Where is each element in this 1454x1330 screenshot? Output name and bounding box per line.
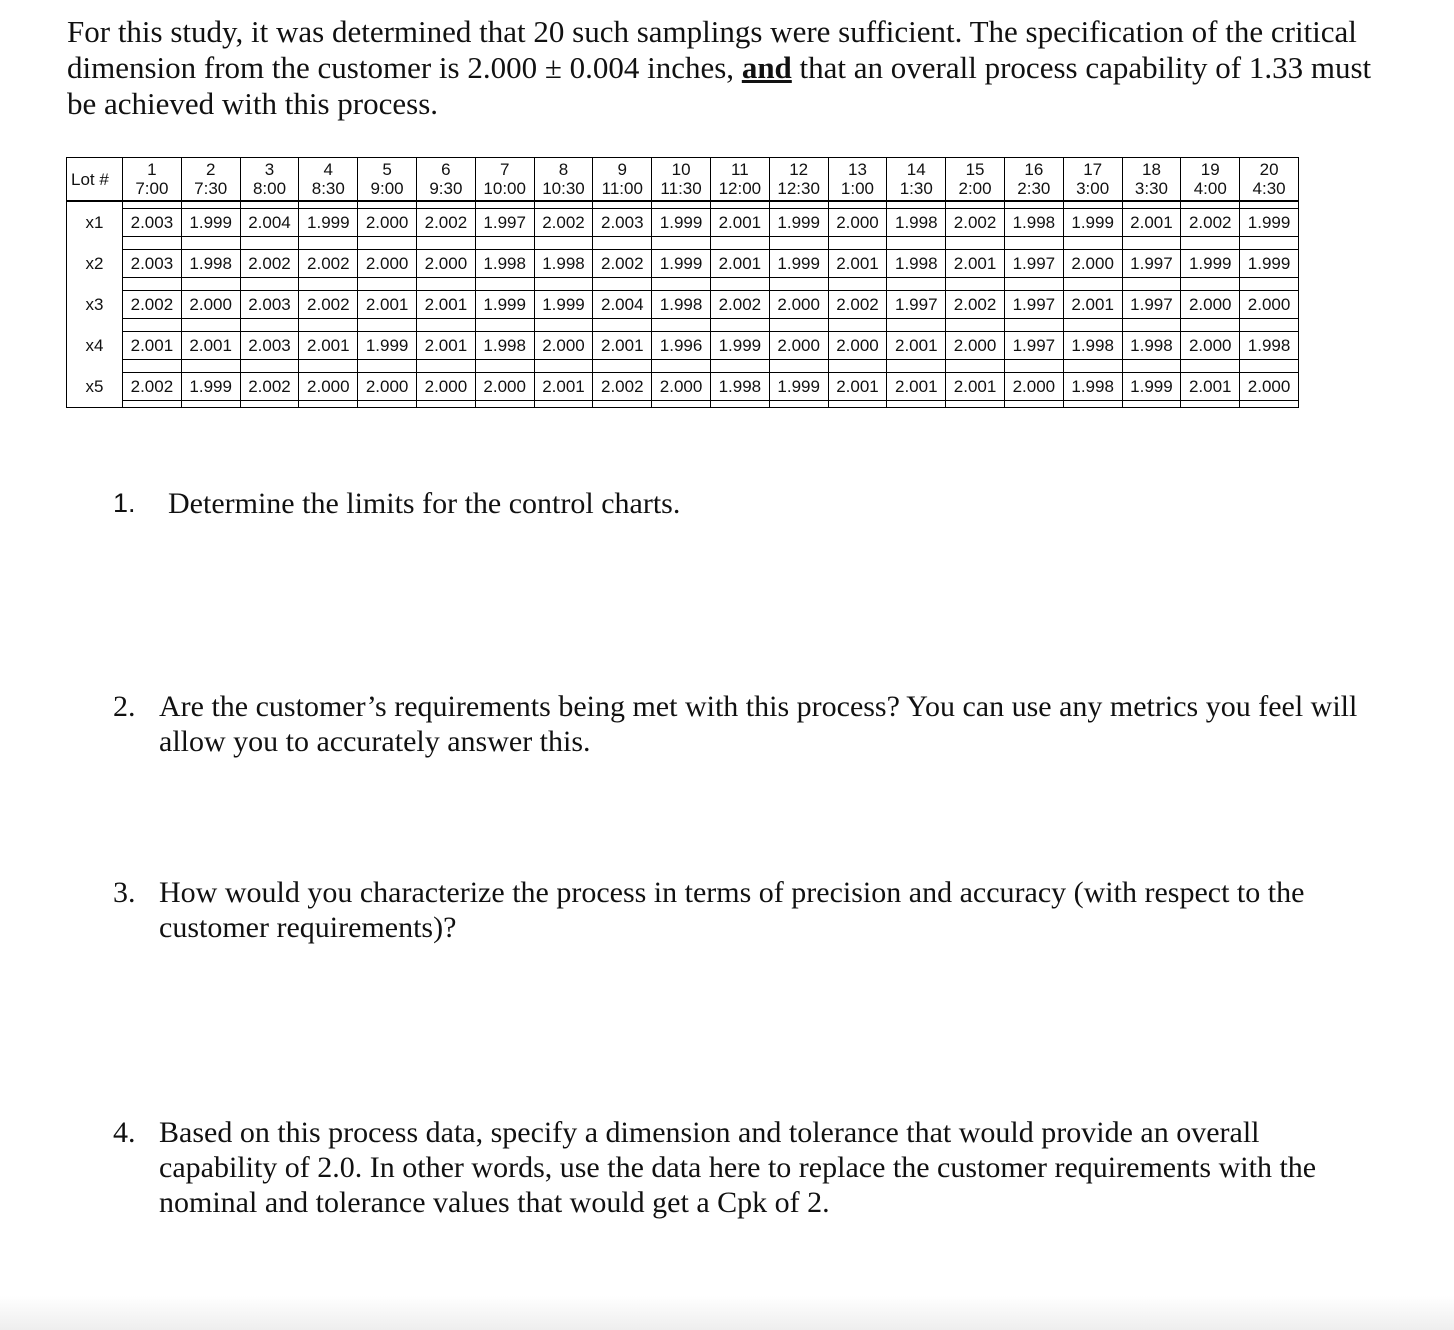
measurement-value: 2.001: [417, 290, 475, 319]
measurement-cell: [828, 284, 887, 325]
measurement-value: 2.003: [123, 208, 181, 237]
measurement-cell: [1181, 201, 1240, 243]
measurement-value: 1.999: [182, 208, 240, 237]
measurement-value: 1.998: [182, 249, 240, 278]
measurement-cell: [1004, 284, 1063, 325]
lot-time: 1:00: [840, 179, 874, 198]
measurement-value: 1.997: [1123, 290, 1181, 319]
measurement-cell: [1122, 201, 1181, 243]
measurement-cell: [475, 325, 534, 366]
measurement-value: 1.999: [652, 249, 710, 278]
lot-time: 7:30: [194, 179, 228, 198]
lot-time: 9:00: [370, 179, 404, 198]
intro-text-part1: For this study, it was determined that 20 such samplings were sufficient. The specification of the critical dimension from the customer is 2.000 ± 0.004 inches,: [67, 14, 1357, 85]
measurement-value: 2.001: [946, 372, 1004, 401]
measurement-value: 1.998: [1064, 331, 1122, 360]
measurement-value: 2.001: [1181, 372, 1239, 401]
table-row: [67, 366, 1299, 408]
measurement-cell: [534, 243, 593, 284]
measurement-cell: [1181, 366, 1240, 408]
measurement-value: 2.000: [358, 208, 416, 237]
measurement-cell: [534, 366, 593, 408]
lot-number: 2: [205, 160, 216, 179]
lot-column-header: [299, 158, 358, 202]
lot-number: 6: [441, 160, 451, 179]
measurement-value: 2.001: [535, 372, 593, 401]
measurement-value: 2.000: [770, 290, 828, 319]
measurement-value: 2.003: [123, 249, 181, 278]
measurement-value: 2.000: [770, 331, 828, 360]
measurement-value: 2.001: [123, 331, 181, 360]
measurement-cell: [534, 201, 593, 243]
lot-number: 9: [617, 160, 627, 179]
measurement-cell: [1181, 284, 1240, 325]
measurement-cell: [1063, 243, 1122, 284]
lot-number: 20: [1259, 160, 1279, 179]
measurement-value: 1.999: [711, 331, 769, 360]
measurement-value: 2.003: [241, 290, 299, 319]
measurement-value: 2.002: [1181, 208, 1239, 237]
page-bottom-shade: [0, 1296, 1454, 1330]
measurement-value: 1.999: [1123, 372, 1181, 401]
measurement-value: 1.999: [358, 331, 416, 360]
measurement-value: 2.001: [1064, 290, 1122, 319]
lot-time: 11:30: [660, 179, 702, 198]
measurement-value: 2.002: [241, 249, 299, 278]
measurement-value: 1.998: [1064, 372, 1122, 401]
measurement-cell: [240, 284, 299, 325]
measurement-value: 2.000: [946, 331, 1004, 360]
measurement-cell: [946, 201, 1005, 243]
measurement-cell: [593, 325, 652, 366]
measurement-cell: [1063, 284, 1122, 325]
lot-column-header: [123, 158, 182, 202]
sample-label: x2: [67, 243, 123, 284]
measurement-cell: [1122, 366, 1181, 408]
measurement-value: 2.000: [182, 290, 240, 319]
measurement-cell: [240, 325, 299, 366]
measurement-cell: [946, 284, 1005, 325]
measurement-value: 2.002: [535, 208, 593, 237]
measurement-cell: [593, 201, 652, 243]
measurement-cell: [769, 366, 828, 408]
measurement-cell: [534, 284, 593, 325]
lot-time: 3:00: [1076, 179, 1110, 198]
lot-time: 8:30: [311, 179, 345, 198]
lot-column-header: [887, 158, 946, 202]
measurement-cell: [769, 325, 828, 366]
question-4: [113, 1115, 1373, 1220]
question-number: 1.: [113, 488, 136, 518]
question-text: Based on this process data, specify a dimension and tolerance that would provide an overall capability of 2.0. In other words, use the data here to replace the customer requirements with the nominal and tolerance values that would get a Cpk of 2.: [159, 1116, 1317, 1219]
measurement-cell: [181, 201, 240, 243]
measurement-cell: [534, 325, 593, 366]
lot-time: 3:30: [1134, 179, 1168, 198]
measurement-cell: [1240, 366, 1299, 408]
measurement-cell: [416, 201, 475, 243]
measurement-value: 1.998: [711, 372, 769, 401]
measurement-cell: [593, 284, 652, 325]
measurement-value: 1.998: [652, 290, 710, 319]
measurement-value: 2.001: [711, 249, 769, 278]
table-row: [67, 243, 1299, 284]
measurement-cell: [299, 366, 358, 408]
measurement-cell: [240, 366, 299, 408]
measurement-cell: [1063, 325, 1122, 366]
measurement-cell: [1122, 325, 1181, 366]
measurement-cell: [475, 201, 534, 243]
question-1: [113, 486, 1373, 521]
measurement-cell: [475, 366, 534, 408]
measurement-cell: [358, 366, 417, 408]
measurement-value: 2.003: [241, 331, 299, 360]
intro-paragraph: [67, 14, 1387, 122]
lot-column-header: [710, 158, 769, 202]
measurement-value: 2.001: [358, 290, 416, 319]
measurement-value: 2.002: [946, 208, 1004, 237]
measurement-cell: [652, 284, 711, 325]
measurement-cell: [416, 325, 475, 366]
measurement-cell: [1122, 284, 1181, 325]
measurement-value: 1.999: [1181, 249, 1239, 278]
lot-time: 11:00: [601, 179, 643, 198]
measurement-value: 1.999: [770, 208, 828, 237]
sample-label: x1: [67, 201, 123, 243]
question-number: 3.: [113, 876, 136, 909]
measurement-value: 2.001: [299, 331, 357, 360]
measurement-value: 2.002: [829, 290, 887, 319]
measurement-value: 2.001: [593, 331, 651, 360]
measurement-value: 2.001: [887, 331, 945, 360]
measurement-cell: [1004, 366, 1063, 408]
measurement-cell: [475, 243, 534, 284]
measurement-cell: [123, 284, 182, 325]
measurement-value: 2.004: [593, 290, 651, 319]
lot-number: 18: [1141, 160, 1161, 179]
measurement-cell: [710, 243, 769, 284]
measurement-value: 2.001: [1123, 208, 1181, 237]
measurement-value: 2.000: [1240, 290, 1298, 319]
table-row: [67, 284, 1299, 325]
measurement-cell: [416, 243, 475, 284]
measurement-cell: [769, 284, 828, 325]
measurement-cell: [652, 366, 711, 408]
measurement-value: 2.000: [417, 249, 475, 278]
sample-label: x3: [67, 284, 123, 325]
measurement-value: 1.999: [299, 208, 357, 237]
measurement-cell: [887, 325, 946, 366]
measurement-value: 1.999: [1240, 249, 1298, 278]
lot-column-header: [1240, 158, 1299, 202]
measurement-cell: [710, 201, 769, 243]
lot-column-header: [534, 158, 593, 202]
measurement-cell: [1181, 325, 1240, 366]
question-text: Determine the limits for the control charts.: [168, 487, 681, 520]
measurement-cell: [123, 243, 182, 284]
table-row: [67, 325, 1299, 366]
lot-time: 7:00: [135, 179, 169, 198]
measurement-cell: [358, 284, 417, 325]
lot-column-header: [1181, 158, 1240, 202]
lot-time: 2:00: [958, 179, 992, 198]
measurement-cell: [710, 325, 769, 366]
measurement-value: 2.002: [593, 372, 651, 401]
question-number: 2.: [113, 690, 136, 723]
measurement-cell: [240, 243, 299, 284]
measurement-cell: [1181, 243, 1240, 284]
lot-number: 3: [264, 160, 275, 179]
measurement-value: 1.999: [770, 372, 828, 401]
measurement-value: 2.001: [829, 372, 887, 401]
measurement-cell: [1240, 325, 1299, 366]
measurement-value: 2.000: [476, 372, 534, 401]
measurement-value: 2.000: [358, 249, 416, 278]
measurement-value: 2.000: [417, 372, 475, 401]
measurement-cell: [887, 201, 946, 243]
measurement-cell: [1004, 325, 1063, 366]
measurement-value: 1.998: [887, 249, 945, 278]
measurement-value: 2.003: [593, 208, 651, 237]
lot-time: 2:30: [1017, 179, 1051, 198]
measurement-value: 2.002: [123, 372, 181, 401]
lot-time: 4:30: [1252, 179, 1286, 198]
measurement-cell: [416, 366, 475, 408]
measurement-cell: [416, 284, 475, 325]
measurement-cell: [769, 243, 828, 284]
measurement-value: 1.999: [476, 290, 534, 319]
measurement-value: 1.999: [535, 290, 593, 319]
measurement-value: 2.000: [535, 331, 593, 360]
measurement-value: 2.002: [299, 290, 357, 319]
sample-label: x4: [67, 325, 123, 366]
lot-number: 4: [323, 160, 334, 179]
lot-time: 10:00: [483, 179, 526, 198]
measurement-cell: [299, 284, 358, 325]
measurement-value: 1.997: [887, 290, 945, 319]
measurement-value: 1.997: [1005, 290, 1063, 319]
lot-number-header: Lot #: [67, 158, 123, 202]
lot-time: 12:00: [718, 179, 762, 198]
measurement-value: 2.001: [417, 331, 475, 360]
measurement-cell: [299, 243, 358, 284]
question-3: [113, 875, 1373, 945]
lot-time: 4:00: [1193, 179, 1227, 198]
measurement-cell: [240, 201, 299, 243]
lot-column-header: [946, 158, 1005, 202]
measurement-cell: [828, 366, 887, 408]
question-text: How would you characterize the process in terms of precision and accuracy (with respect to the customer requirements)?: [159, 876, 1305, 944]
measurement-cell: [887, 366, 946, 408]
lot-number: 16: [1024, 160, 1044, 179]
measurement-value: 1.996: [652, 331, 710, 360]
measurement-cell: [946, 243, 1005, 284]
lot-number: 10: [671, 160, 691, 179]
measurement-cell: [1004, 201, 1063, 243]
question-text: Are the customer’s requirements being met with this process? You can use any metrics you feel will allow you to accurately answer this.: [159, 690, 1358, 758]
lot-column-header: [652, 158, 711, 202]
lot-number: 7: [499, 160, 510, 179]
lot-number: 15: [965, 160, 985, 179]
measurement-cell: [1122, 243, 1181, 284]
lot-column-header: [593, 158, 652, 202]
lot-column-header: [1122, 158, 1181, 202]
measurement-value: 1.998: [476, 249, 534, 278]
measurement-cell: [358, 243, 417, 284]
measurement-cell: [887, 243, 946, 284]
lot-column-header: [358, 158, 417, 202]
measurement-value: 1.999: [652, 208, 710, 237]
measurement-value: 2.002: [711, 290, 769, 319]
measurement-cell: [593, 243, 652, 284]
measurement-value: 1.998: [1005, 208, 1063, 237]
measurement-value: 2.000: [829, 208, 887, 237]
measurement-value: 2.000: [299, 372, 357, 401]
lot-number: 1: [147, 160, 157, 179]
measurement-cell: [710, 284, 769, 325]
measurement-value: 1.998: [476, 331, 534, 360]
lot-column-header: [240, 158, 299, 202]
measurement-cell: [123, 201, 182, 243]
measurement-value: 1.998: [1123, 331, 1181, 360]
measurement-cell: [946, 325, 1005, 366]
measurement-value: 1.998: [887, 208, 945, 237]
measurement-value: 1.997: [1123, 249, 1181, 278]
measurement-value: 1.998: [535, 249, 593, 278]
measurement-cell: [181, 284, 240, 325]
measurement-value: 2.001: [182, 331, 240, 360]
measurement-value: 1.999: [182, 372, 240, 401]
measurement-cell: [1240, 243, 1299, 284]
measurement-cell: [123, 325, 182, 366]
measurement-value: 1.999: [1064, 208, 1122, 237]
measurement-cell: [299, 325, 358, 366]
lot-number: 5: [382, 160, 392, 179]
measurement-value: 2.000: [1181, 290, 1239, 319]
measurement-value: 2.002: [123, 290, 181, 319]
measurement-value: 1.997: [1005, 249, 1063, 278]
measurement-value: 1.999: [770, 249, 828, 278]
measurement-cell: [828, 243, 887, 284]
measurement-value: 2.001: [711, 208, 769, 237]
table-header-row: [67, 158, 1299, 202]
lot-column-header: [181, 158, 240, 202]
measurement-value: 2.002: [417, 208, 475, 237]
measurement-cell: [181, 325, 240, 366]
measurement-cell: [1004, 243, 1063, 284]
intro-emphasis: and: [741, 50, 792, 85]
measurement-cell: [181, 243, 240, 284]
measurement-value: 1.997: [476, 208, 534, 237]
table-row: [67, 201, 1299, 243]
measurement-cell: [652, 201, 711, 243]
measurement-value: 2.000: [358, 372, 416, 401]
measurement-value: 2.000: [1005, 372, 1063, 401]
measurement-cell: [358, 325, 417, 366]
sampling-data-table: [66, 157, 1299, 408]
measurement-value: 2.001: [829, 249, 887, 278]
measurement-cell: [123, 366, 182, 408]
measurement-cell: [475, 284, 534, 325]
measurement-cell: [1063, 201, 1122, 243]
measurement-cell: [710, 366, 769, 408]
lot-column-header: [1063, 158, 1122, 202]
measurement-cell: [1240, 201, 1299, 243]
lot-time: 10:30: [542, 179, 585, 198]
measurement-value: 2.001: [887, 372, 945, 401]
lot-column-header: [1004, 158, 1063, 202]
lot-number: 13: [848, 160, 867, 179]
lot-number: 14: [906, 160, 926, 179]
measurement-cell: [769, 201, 828, 243]
lot-time: 12:30: [777, 179, 820, 198]
measurement-value: 2.002: [241, 372, 299, 401]
measurement-cell: [299, 201, 358, 243]
measurement-value: 2.002: [593, 249, 651, 278]
table-body: [67, 201, 1299, 408]
lot-time: 9:30: [429, 179, 463, 198]
measurement-value: 1.997: [1005, 331, 1063, 360]
lot-time: 8:00: [252, 179, 287, 198]
lot-column-header: [828, 158, 887, 202]
measurement-cell: [358, 201, 417, 243]
measurement-value: 2.000: [1240, 372, 1298, 401]
measurement-cell: [1063, 366, 1122, 408]
measurement-cell: [828, 201, 887, 243]
measurement-cell: [593, 366, 652, 408]
measurement-value: 2.000: [829, 331, 887, 360]
lot-time: 1:30: [899, 179, 933, 198]
lot-number: 11: [731, 160, 749, 179]
measurement-cell: [652, 243, 711, 284]
lot-number: 12: [789, 160, 809, 179]
lot-column-header: [769, 158, 828, 202]
lot-column-header: [475, 158, 534, 202]
question-2: [113, 689, 1373, 759]
measurement-value: 2.000: [1064, 249, 1122, 278]
measurement-value: 2.004: [241, 208, 299, 237]
sample-label: x5: [67, 366, 123, 408]
lot-number: 8: [558, 160, 569, 179]
measurement-cell: [828, 325, 887, 366]
measurement-value: 2.002: [299, 249, 357, 278]
question-number: 4.: [113, 1116, 136, 1149]
measurement-value: 1.999: [1240, 208, 1298, 237]
lot-number: 17: [1083, 160, 1103, 179]
measurement-cell: [946, 366, 1005, 408]
measurement-value: 2.001: [946, 249, 1004, 278]
measurement-value: 1.998: [1240, 331, 1298, 360]
intro-text-part2: that an overall process capability of 1.33 must be achieved with this process.: [67, 50, 1372, 121]
measurement-cell: [1240, 284, 1299, 325]
measurement-value: 2.000: [1181, 331, 1239, 360]
measurement-value: 2.002: [946, 290, 1004, 319]
measurement-cell: [652, 325, 711, 366]
measurement-value: 2.000: [652, 372, 710, 401]
lot-number: 19: [1200, 160, 1220, 179]
measurement-cell: [887, 284, 946, 325]
lot-column-header: [416, 158, 475, 202]
measurement-cell: [181, 366, 240, 408]
